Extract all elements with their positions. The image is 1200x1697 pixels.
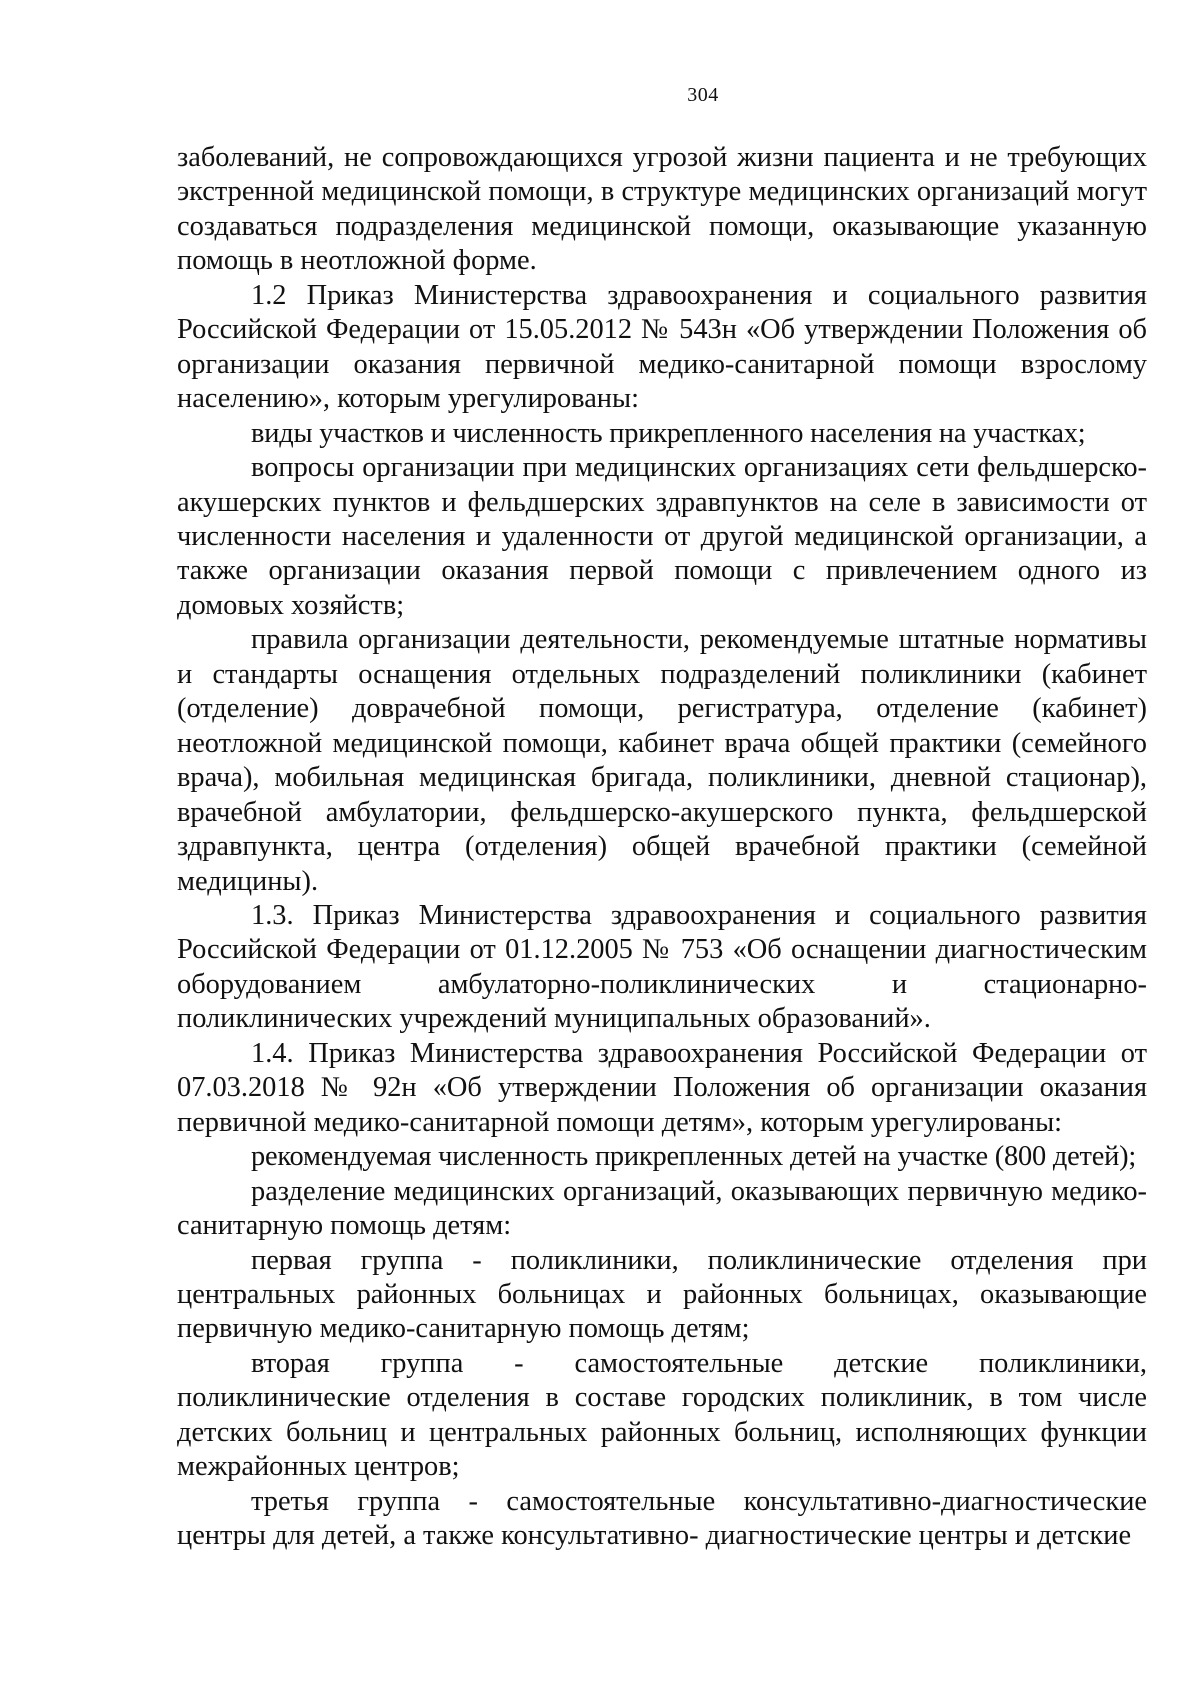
page-number: 304	[687, 84, 719, 106]
paragraph-continuation: заболеваний, не сопровождающихся угрозой жизни пациента и не требующих экстренной медицинской помощи, в структуре медицинских организаций могут создаваться подразделения медицинской помощи, оказывающие указанную помощь в неотложной форме.	[177, 142, 1147, 277]
paragraph-group-three: третья группа - самостоятельные консультативно-диагностические центры для детей, а также консультативно- диагностические центры и детские	[177, 1485, 1147, 1552]
paragraph-order-1-2: 1.2 Приказ Министерства здравоохранения и социального развития Российской Федерации от 15.05.2012 № 543н «Об утверждении Положения об организации оказания первичной медико-санитарной помощи взрослому населению», которым урегулированы:	[177, 279, 1147, 415]
paragraph-order-1-3: 1.3. Приказ Министерства здравоохранения и социального развития Российской Федерации от 01.12.2005 № 753 «Об оснащении диагностическим оборудованием амбулаторно-поликлинических и стационарно-поликлинических учреждений муниципальных образований».	[177, 899, 1147, 1035]
paragraph-group-one: первая группа - поликлиники, поликлинические отделения при центральных районных больницах и районных больницах, оказывающие первичную медико-санитарную помощь детям;	[177, 1244, 1147, 1345]
paragraph-plot-types: виды участков и численность прикрепленного населения на участках;	[251, 417, 1086, 449]
paragraph-children-count: рекомендуемая численность прикрепленных детей на участке (800 детей);	[251, 1141, 1137, 1173]
paragraph-organization-rules: правила организации деятельности, рекомендуемые штатные нормативы и стандарты оснащения отдельных подразделений поликлиники (кабинет (отделение) доврачебной помощи, регистратура, отделение (кабинет) неотложной медицинской помощи, кабинет врача общей практики (семейного врача), мобильная медицинская бригада, поликлиники, дневной стационар), врачебной амбулатории, фельдшерско-акушерского пункта, фельдшерской здравпункта, центра (отделения) общей врачебной практики (семейной медицины).	[177, 624, 1147, 897]
document-body	[177, 141, 1147, 1554]
paragraph-feldsher-network: вопросы организации при медицинских организациях сети фельдшерско-акушерских пунктов и фельдшерских здравпунктов на селе в зависимости от численности населения и удаленности от другой медицинской организации, а также организации оказания первой помощи с привлечением одного из домовых хозяйств;	[177, 452, 1147, 621]
paragraph-order-1-4: 1.4. Приказ Министерства здравоохранения Российской Федерации от 07.03.2018 № 92н «Об утверждении Положения об организации оказания первичной медико-санитарной помощи детям», которым урегулированы:	[177, 1037, 1147, 1138]
paragraph-group-two: вторая группа - самостоятельные детские поликлиники, поликлинические отделения в составе городских поликлиник, в том числе детских больниц и центральных районных больниц, исполняющих функции межрайонных центров;	[177, 1347, 1147, 1483]
paragraph-organization-split: разделение медицинских организаций, оказывающих первичную медико-санитарную помощь детям:	[177, 1175, 1147, 1242]
